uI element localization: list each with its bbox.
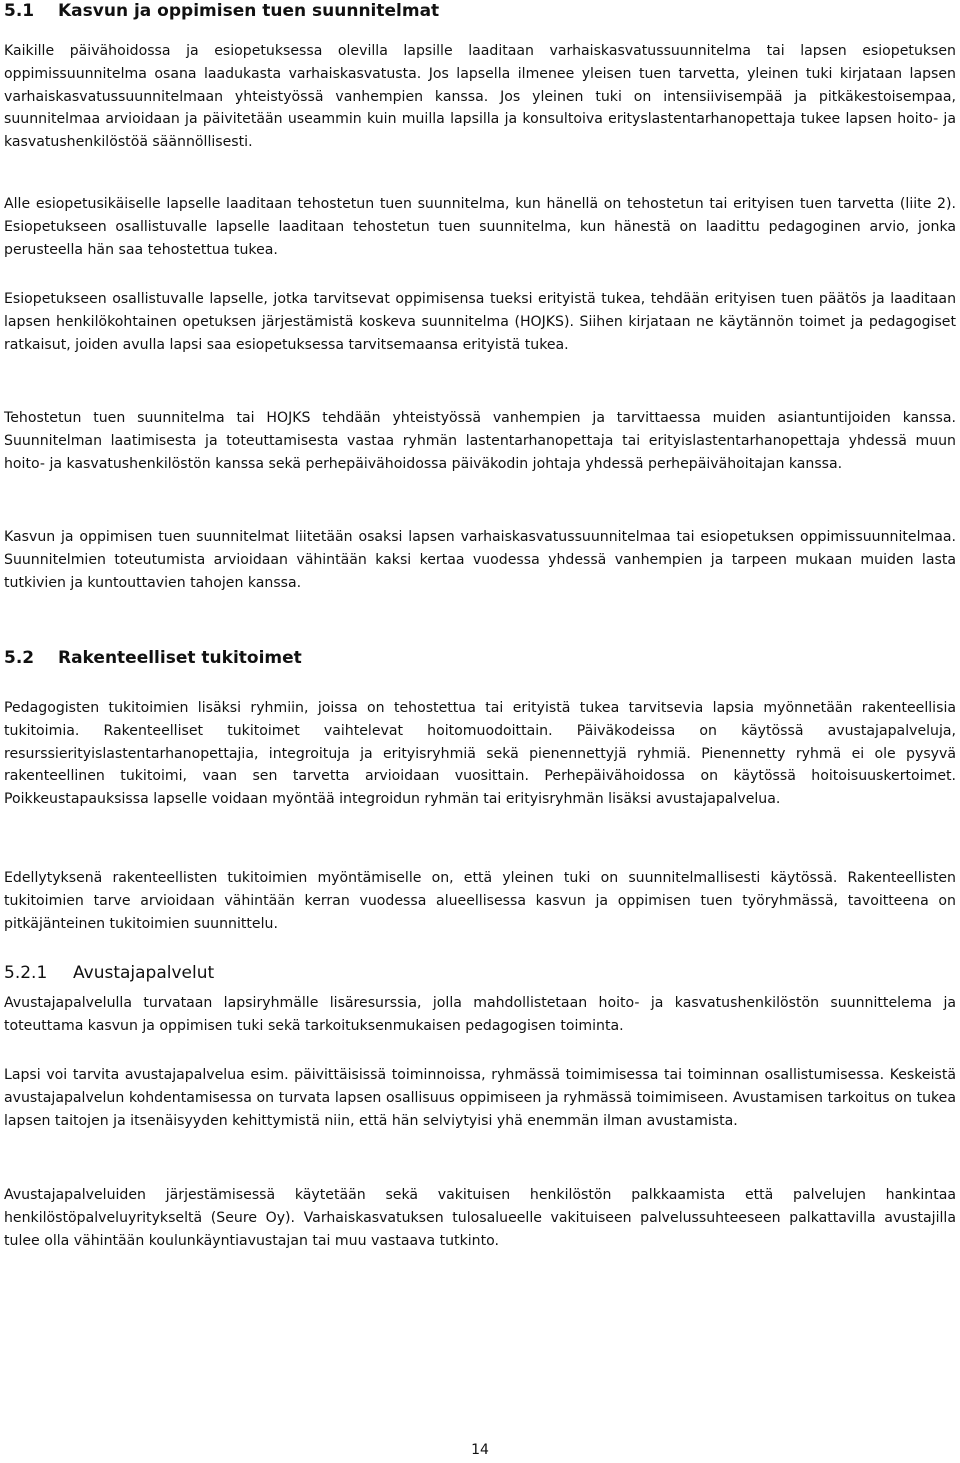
paragraph: Avustajapalveluiden järjestämisessä käytetään sekä vakituisen henkilöstön palkkaamista että palvelujen hankintaa henkilöstöpalveluyritykseltä (Seure Oy). Varhaiskasvatuksen tulosalueelle vakituiseen palvelussuhteeseen palkattavilla avustajilla tulee olla vähintään koulunkäyntiavustajan tai muu vastaava tutkinto. <box>4 1187 956 1249</box>
paragraph: Esiopetukseen osallistuvalle lapselle, jotka tarvitsevat oppimisensa tueksi erityistä tukea, tehdään erityisen tuen päätös ja laaditaan lapsen henkilökohtainen opetuksen järjestämistä koskeva suunnitelma (HOJKS). Siihen kirjataan ne käytännön toimet ja pedagogiset ratkaisut, joiden avulla lapsi saa esiopetuksessa tarvitsemaansa erityistä tukea. <box>4 291 956 353</box>
paragraph: Pedagogisten tukitoimien lisäksi ryhmiin, joissa on tehostettua tai erityistä tukea tarvitsevia lapsia myönnetään rakenteellisia tukitoimia. Rakenteelliset tukitoimet vaihtelevat hoitomuodoittain. Päiväkodeissa on käytössä avustajapalveluja, resurssierityislastentarhanopettajia, integroituja ja erityisryhmiä sekä pienennettyjä ryhmiä. Pienennetty ryhmä ei ole pysyvä rakenteellinen tukitoimi, vaan sen tarvetta arvioidaan vuosittain. Perhepäivähoidossa on käytössä hoitoisuuskertoimet. Poikkeustapauksissa lapselle voidaan myöntää integroidun ryhmän tai erityisryhmän lisäksi avustajapalvelua. <box>4 700 956 808</box>
paragraph: Avustajapalvelulla turvataan lapsiryhmälle lisäresurssia, jolla mahdollistetaan hoito- ja kasvatushenkilöstön suunnittelema ja toteuttama kasvun ja oppimisen tuki sekä tarkoituksenmukaisen pedagogisen toiminta. <box>4 995 956 1034</box>
paragraph: Tehostetun tuen suunnitelma tai HOJKS tehdään yhteistyössä vanhempien ja tarvittaessa muiden asiantuntijoiden kanssa. Suunnitelman laatimisesta ja toteuttamisesta vastaa ryhmän lastentarhanopettaja tai erityislastentarhanopettaja yhdessä muun hoito- ja kasvatushenkilöstön kanssa sekä perhepäivähoidossa päiväkodin johtaja yhdessä perhepäivähoitajan kanssa. <box>4 410 956 472</box>
paragraph: Kaikille päivähoidossa ja esiopetuksessa olevilla lapsille laaditaan varhaiskasvatussuunnitelma tai lapsen esiopetuksen oppimissuunnitelma osana laadukasta varhaiskasvatusta. Jos lapsella ilmenee yleisen tuen tarvetta, yleinen tuki kirjataan lapsen varhaiskasvatussuunnitelmaan yhteistyössä vanhempien kanssa. Jos yleinen tuki on intensiivisempää ja pitkäkestoisempaa, suunnitelmaa arvioidaan ja päivitetään useammin kuin muilla lapsilla ja konsultoiva erityslastentarhanopettaja tukee lapsen hoito- ja kasvatushenkilöstöä säännöllisesti. <box>4 43 956 151</box>
section-title: Kasvun ja oppimisen tuen suunnitelmat <box>58 1 440 21</box>
page-number: 14 <box>471 1442 489 1458</box>
paragraph: Edellytyksenä rakenteellisten tukitoimien myöntämiselle on, että yleinen tuki on suunnitelmallisesti käytössä. Rakenteellisten tukitoimien tarve arvioidaan vähintään kerran vuodessa alueellisessa kasvun ja oppimisen tuen työryhmässä, tavoitteena on pitkäjänteinen tukitoimien suunnittelu. <box>4 870 956 932</box>
subsection-title: Avustajapalvelut <box>73 963 215 983</box>
section-number: 5.2 <box>4 648 35 668</box>
paragraph: Kasvun ja oppimisen tuen suunnitelmat liitetään osaksi lapsen varhaiskasvatussuunnitelmaa tai esiopetuksen oppimissuunnitelmaa. Suunnitelmien toteutumista arvioidaan vähintään kaksi kertaa vuodessa yhdessä vanhempien ja tarpeen mukaan muiden lasta tutkivien ja kuntouttavien tahojen kanssa. <box>4 529 956 591</box>
section-title: Rakenteelliset tukitoimet <box>58 648 302 668</box>
section-heading-5-2 <box>4 647 302 669</box>
subsection-number: 5.2.1 <box>4 963 48 983</box>
section-heading-5-1 <box>4 0 439 22</box>
paragraph: Alle esiopetusikäiselle lapselle laaditaan tehostetun tuen suunnitelma, kun hänellä on tehostetun tai erityisen tuen tarvetta (liite 2). Esiopetukseen osallistuvalle lapselle laaditaan tehostetun tuen suunnitelma, kun hänestä on laadittu pedagoginen arvio, jonka perusteella hän saa tehostettua tukea. <box>4 196 956 258</box>
subsection-heading-5-2-1 <box>4 961 214 985</box>
section-number: 5.1 <box>4 1 35 21</box>
paragraph: Lapsi voi tarvita avustajapalvelua esim. päivittäisissä toiminnoissa, ryhmässä toimimisessa tai toiminnan osallistumisessa. Keskeistä avustajapalvelun kohdentamisessa on turvata lapsen osallisuus oppimiseen ja ryhmässä toimimiseen. Avustamisen tarkoitus on tukea lapsen taitojen ja itsenäisyyden kehittymistä niin, että hän selviytyisi yhä enemmän ilman avustamista. <box>4 1067 956 1129</box>
